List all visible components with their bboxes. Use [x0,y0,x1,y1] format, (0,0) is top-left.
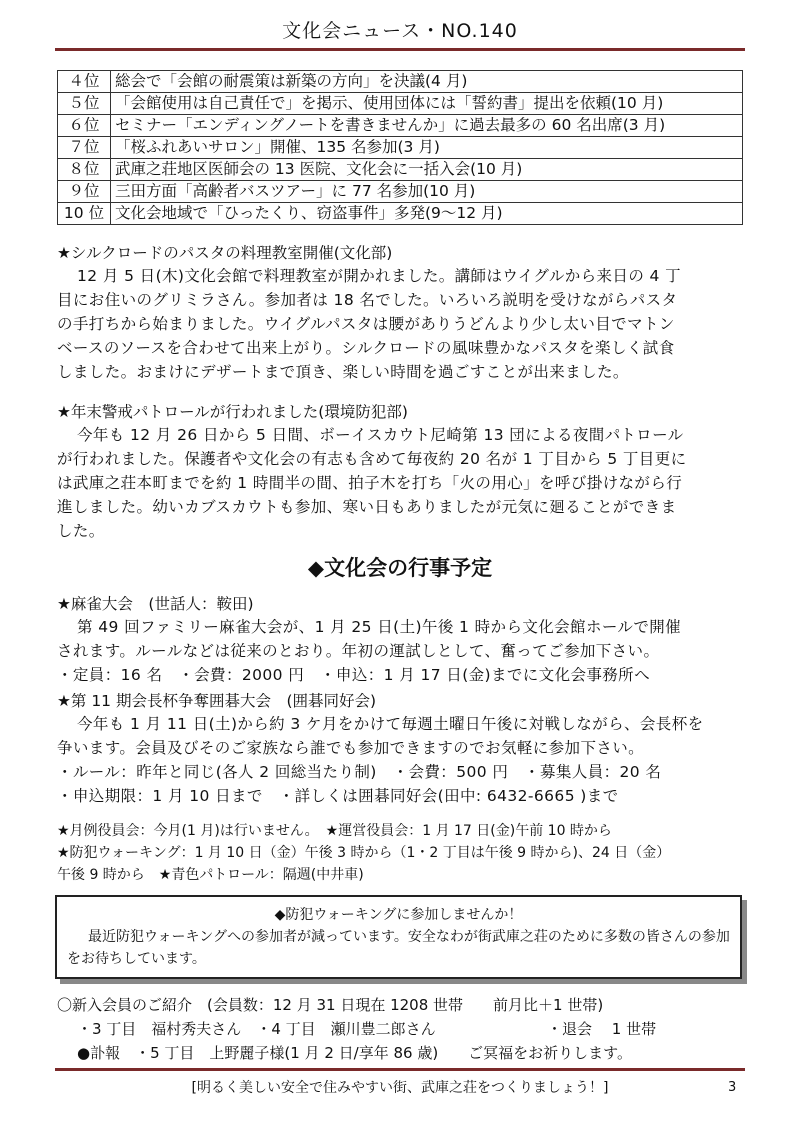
new-members-line: 〇新入会員のご紹介 (会員数：12 月 31 日現在 1208 世帯 前月比＋1 世帯) [57,996,604,1014]
schedule-title: ◆文化会の行事予定 [307,556,493,580]
footer-slogan: [明るく美しい安全で住みやすい街、武庫之荘をつくりましょう！] [191,1080,609,1096]
ranking-text: 武庫之荘地区医師会の 13 医院、文化会に一括入会(10 月) [111,159,743,181]
article-line: しました。おまけにデザートまで頂き、楽しい時間を過ごすことが出来ました。 [57,363,629,381]
header-rule [55,48,745,51]
article-line: の手打ちから始まりました。ウイグルパスタは腰がありうどんより少し太い目でマトン [57,315,675,333]
ranking-position: ４位 [58,71,111,93]
article-line: 目にお住いのグリミラさん。参加者は 18 名でした。いろいろ説明を受けながらパスタ [57,291,678,309]
ranking-text: 総会で「会館の耐震策は新築の方向」を決議(4 月) [111,71,743,93]
event-line: 争います。会員及びそのご家族なら誰でも参加できますのでお気軽に参加下さい。 [57,739,645,757]
event-line: ・申込期限：1 月 10 日まで ・詳しくは囲碁同好会(田中: 6432-6665 )まで [57,787,619,805]
ranking-text: 三田方面「高齢者バスツアー」に 77 名参加(10 月) [111,181,743,203]
event-line: されます。ルールなどは従来のとおり。年初の運試しとして、奮ってご参加下さい。 [57,642,660,660]
notice-title: ◆防犯ウォーキングに参加しませんか！ [274,907,523,923]
event-go [57,690,747,808]
meeting-line: ★防犯ウォーキング：1 月 10 日（金）午後 3 時から（1・2 丁目は午後 9 時から)、24 日（金） [57,845,671,861]
ranking-position: ８位 [58,159,111,181]
article-line: が行われました。保護者や文化会の有志も含めて毎夜約 20 名が 1 丁目から 5 丁目更に [57,450,687,468]
meeting-line: ★月例役員会：今月(1 月)は行いません。 ★運営役員会：1 月 17 日(金)午前 10 時から [57,823,612,839]
event-line: 第 49 回ファミリー麻雀大会が、1 月 25 日(土)午後 1 時から文化会館ホールで開催 [77,618,682,636]
article-line: ベースのソースを合わせて出来上がり。シルクロードの風味豊かなパスタを楽しく試食 [57,339,675,357]
members-section [57,993,747,1065]
article-heading: ★シルクロードのパスタの料理教室開催(文化部) [57,244,393,262]
meeting-line: 午後 9 時から ★青色パトロール：隔週(中井車) [57,867,364,883]
ranking-row [58,181,743,203]
article-line: は武庫之荘本町までを約 1 時間半の間、拍子木を打ち「火の用心」を呼び掛けながら行 [57,474,683,492]
notice-body: 最近防犯ウォーキングへの参加者が減っています。安全なわが街武庫之荘のために多数の皆さんの参加をお待ちしています。 [67,929,730,967]
ranking-text: セミナー「エンディングノートを書きませんか」に過去最多の 60 名出席(3 月) [111,115,743,137]
event-mahjong [57,593,747,687]
ranking-row [58,115,743,137]
ranking-row [58,203,743,225]
article-line: 進しました。幼いカブスカウトも参加、寒い日もありましたが元気に廻ることができま [57,498,677,516]
ranking-position: ５位 [58,93,111,115]
meeting-schedule [57,820,747,886]
ranking-row [58,71,743,93]
article-silkroad [57,242,747,384]
event-line: ・定員：16 名 ・会費：2000 円 ・申込：1 月 17 日(金)までに文化会事務所へ [57,666,650,684]
notice-box [55,895,742,979]
ranking-position: ６位 [58,115,111,137]
page-number: 3 [728,1080,737,1095]
obituary-line: ●訃報 ・5 丁目 上野麗子様(1 月 2 日/享年 86 歳) ご冥福をお祈りします。 [77,1044,632,1062]
event-heading: ★麻雀大会 (世話人：鞍田) [57,595,254,613]
ranking-position: 10 位 [58,203,111,225]
article-line: した。 [57,522,105,540]
event-line: 今年も 1 月 11 日(土)から約 3 ケ月をかけて毎週土曜日午後に対戦しながら、会長杯を [77,715,704,733]
new-members-names: ・3 丁目 福村秀夫さん ・4 丁目 瀬川豊二郎さん [77,1020,436,1038]
ranking-row [58,159,743,181]
ranking-position: ７位 [58,137,111,159]
footer-rule [55,1068,745,1071]
ranking-text: 「会館使用は自己責任で」を掲示、使用団体には「誓約書」提出を依頼(10 月) [111,93,743,115]
ranking-position: ９位 [58,181,111,203]
page-title: 文化会ニュース・NO.140 [282,20,518,42]
ranking-table [57,70,743,225]
ranking-row [58,137,743,159]
event-line: ・ルール：昨年と同じ(各人 2 回総当たり制) ・会費：500 円 ・募集人員：20 名 [57,763,662,781]
withdrawal-count: ・退会 1 世帯 [547,1020,657,1038]
article-heading: ★年末警戒パトロールが行われました(環境防犯部) [57,403,408,421]
article-line: 今年も 12 月 26 日から 5 日間、ボーイスカウト尼崎第 13 団による夜間パトロール [77,426,684,444]
article-patrol [57,401,747,543]
article-line: 12 月 5 日(木)文化会館で料理教室が開かれました。講師はウイグルから来日の 4 丁 [77,267,682,285]
ranking-row [58,93,743,115]
ranking-text: 「桜ふれあいサロン」開催、135 名参加(3 月) [111,137,743,159]
ranking-text: 文化会地域で「ひったくり、窃盗事件」多発(9～12 月) [111,203,743,225]
event-heading: ★第 11 期会長杯争奪囲碁大会 (囲碁同好会) [57,692,377,710]
